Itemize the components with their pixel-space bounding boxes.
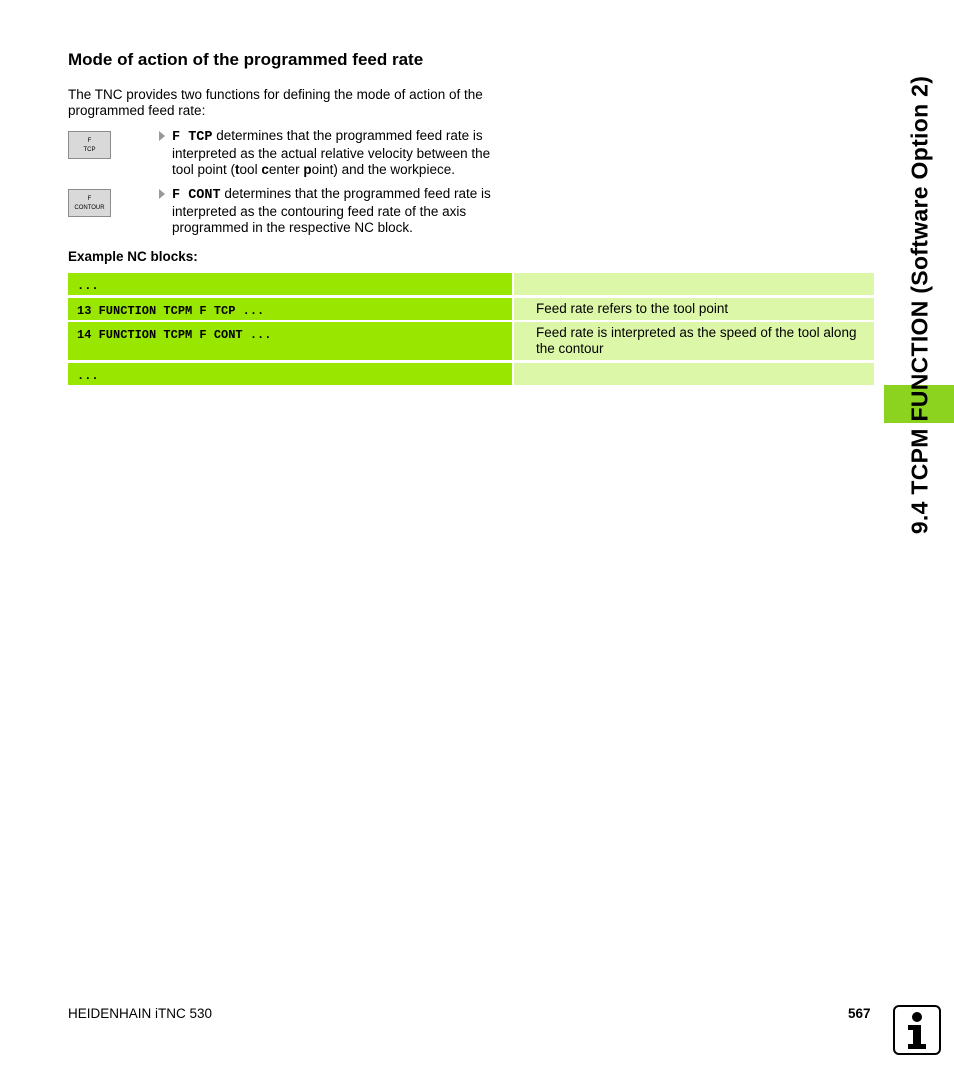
bullet-text-part: oint) and the workpiece. [311,162,455,177]
example-heading: Example NC blocks: [68,249,198,264]
bullet-arrow-icon [159,131,165,141]
bullet-f-tcp [159,128,515,178]
bullet-text-part: determines that the programmed feed rate is interpreted as the contouring feed rate of the axis programmed in the respective NC block. [172,186,491,235]
side-tab-title: 9.4 TCPM FUNCTION (Software Option 2) [906,75,933,535]
nc-desc [514,273,874,295]
footer-product: HEIDENHAIN iTNC 530 [68,1006,213,1021]
bullet-code: F TCP [172,130,213,145]
section-heading: Mode of action of the programmed feed rate [68,50,424,69]
softkey-line1: F [87,138,92,144]
softkey-f-tcp [68,131,111,159]
intro-paragraph: The TNC provides two functions for defining the mode of action of the programmed feed rate: [68,87,483,118]
page-number: 567 [848,1006,871,1021]
bullet-bold-letter: t [235,162,240,177]
nc-desc: Feed rate refers to the tool point [514,298,874,320]
bullet-f-cont [159,186,515,236]
nc-code: ... [68,363,512,385]
nc-desc: Feed rate is interpreted as the speed of the tool along the contour [514,322,874,360]
info-icon [893,1005,941,1055]
bullet-text-part: ool [239,162,262,177]
softkey-line2: TCP [83,147,96,153]
softkey-line1: F [87,196,92,202]
bullet-code: F CONT [172,188,221,203]
softkey-f-contour [68,189,111,217]
bullet-text [172,186,515,236]
table-row [68,298,874,320]
bullet-arrow-icon [159,189,165,199]
bullet-text-part: determines that the programmed feed rate is interpreted as the actual relative velocity between the tool point ( [172,128,491,177]
nc-code: ... [68,273,512,295]
table-row [68,322,874,360]
bullet-text [172,128,515,178]
nc-code: 13 FUNCTION TCPM F TCP ... [68,298,512,320]
bullet-bold-letter: p [303,162,312,177]
bullet-text-part: enter [268,162,304,177]
softkey-line2: CONTOUR [74,205,105,211]
table-row [68,363,874,385]
bullet-bold-letter: c [261,162,269,177]
nc-desc [514,363,874,385]
nc-code: 14 FUNCTION TCPM F CONT ... [68,322,512,360]
table-row [68,273,874,295]
